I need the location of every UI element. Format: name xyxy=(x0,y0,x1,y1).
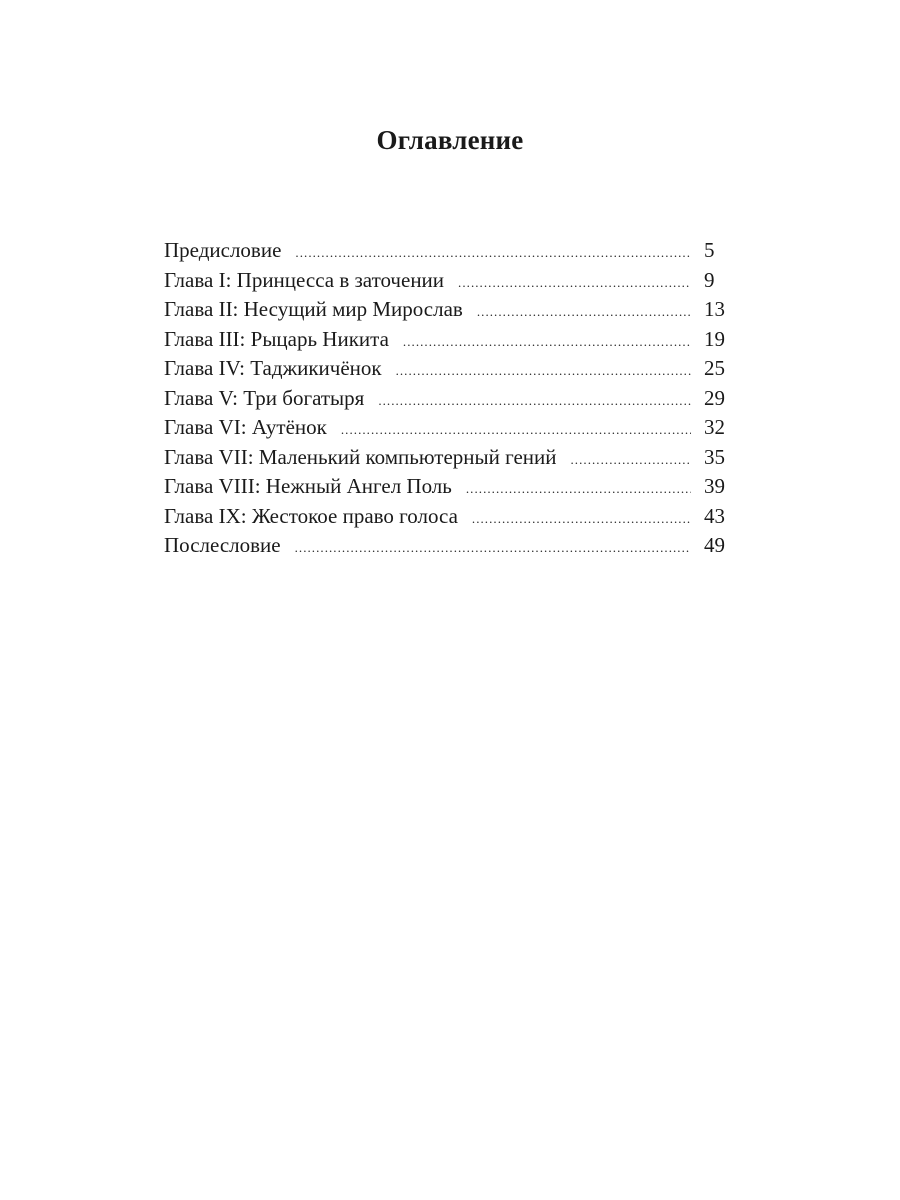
toc-entry xyxy=(164,531,740,561)
dot-leader xyxy=(396,356,691,386)
toc-page-number: 9 xyxy=(704,267,715,292)
toc-page-number: 32 xyxy=(704,415,725,439)
toc-entry xyxy=(164,502,740,532)
dot-leader xyxy=(472,504,691,534)
toc-page-number: 13 xyxy=(704,297,725,321)
dot-leader xyxy=(341,415,691,445)
toc-entry xyxy=(164,236,740,266)
toc-entry-title: Глава IV: Таджикичёнок xyxy=(164,356,382,380)
toc-entry xyxy=(164,354,740,384)
toc-entry-title: Глава II: Несущий мир Мирослав xyxy=(164,297,463,321)
dot-leader xyxy=(378,386,691,416)
toc-entry xyxy=(164,472,740,502)
toc-entry-title: Послесловие xyxy=(164,533,281,557)
dot-leader xyxy=(295,533,691,563)
toc-entry-title: Глава I: Принцесса в заточении xyxy=(164,267,445,292)
toc-entry xyxy=(164,413,740,443)
dot-leader xyxy=(403,327,691,357)
toc-page-number: 49 xyxy=(704,533,725,557)
dot-leader xyxy=(458,268,691,298)
dot-leader xyxy=(477,297,691,327)
toc-entry-title: Глава VI: Аутёнок xyxy=(164,415,327,439)
toc-entry xyxy=(164,295,740,325)
toc-page-number: 19 xyxy=(704,326,725,351)
dot-leader xyxy=(295,238,691,268)
dot-leader xyxy=(571,445,692,475)
toc-entry xyxy=(164,325,740,355)
toc-page-number: 39 xyxy=(704,474,725,498)
toc-entry-title: Глава III: Рыцарь Никита xyxy=(164,326,389,351)
toc-page-number: 43 xyxy=(704,503,725,528)
toc-entry-title: Глава IX: Жестокое право голоса xyxy=(164,503,458,528)
toc-page-number: 5 xyxy=(704,238,715,262)
toc-entry-title: Глава VIII: Нежный Ангел Поль xyxy=(164,474,452,498)
toc-entry-title: Глава V: Три богатыря xyxy=(164,385,365,410)
toc-entry-title: Предисловие xyxy=(164,238,282,262)
dot-leader xyxy=(466,474,691,504)
toc-page-number: 29 xyxy=(704,385,725,410)
toc-entry-title: Глава VII: Маленький компьютерный гений xyxy=(164,444,557,469)
toc-page-number: 25 xyxy=(704,356,725,380)
table-of-contents xyxy=(164,236,740,561)
toc-entry xyxy=(164,384,740,414)
toc-entry xyxy=(164,443,740,473)
toc-entry xyxy=(164,266,740,296)
toc-page-number: 35 xyxy=(704,444,725,469)
page-title: Оглавление xyxy=(376,125,524,155)
